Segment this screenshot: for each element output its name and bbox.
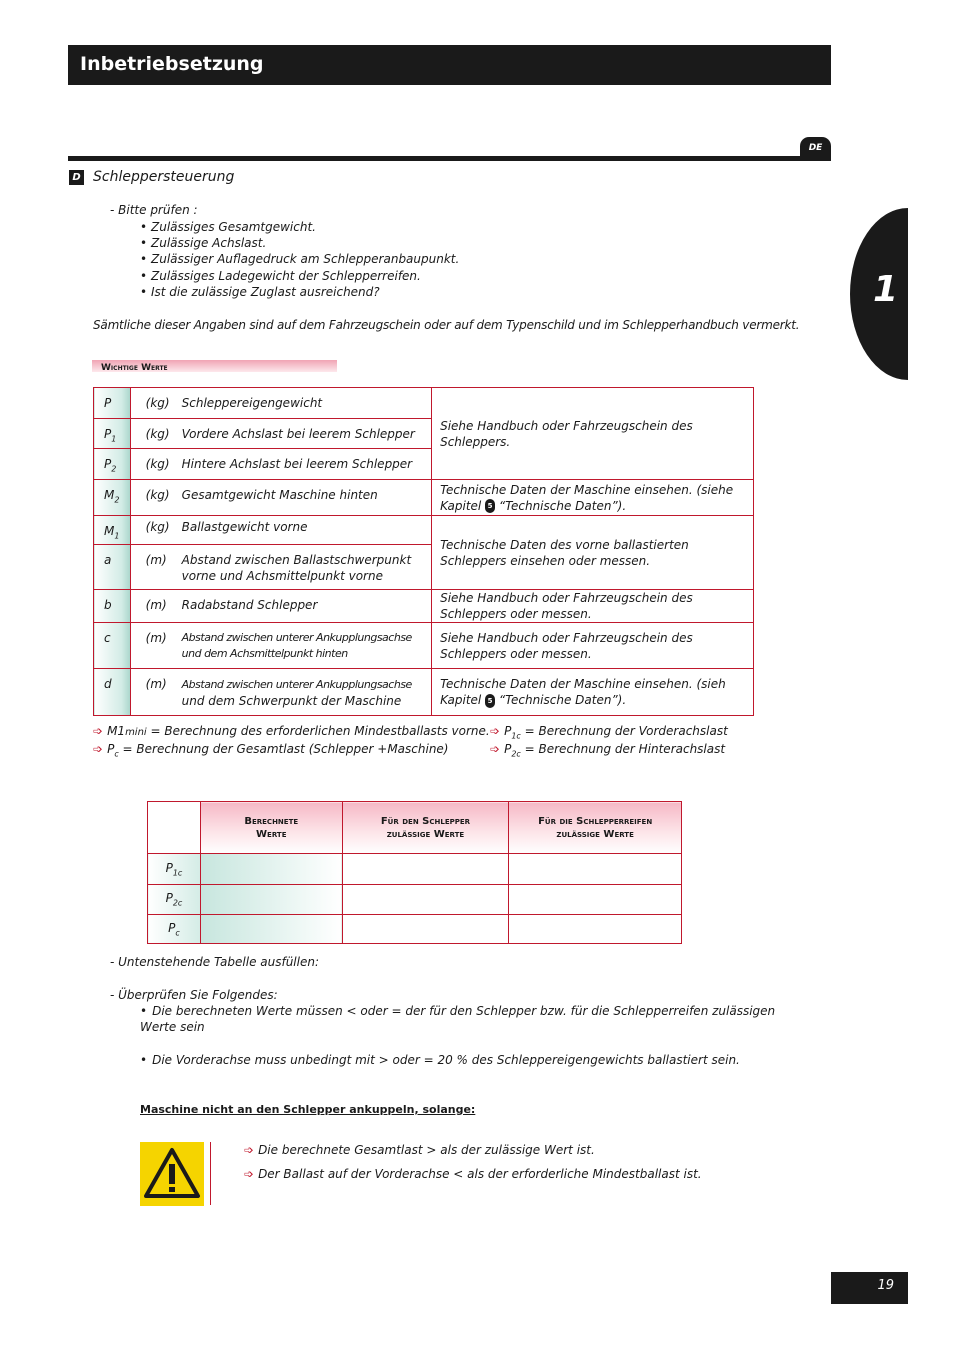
chapter-ref-chip: 5	[485, 499, 495, 513]
arrow-right-icon: ➩	[244, 1167, 255, 1181]
desc-cell: (kg) Schleppereigengewicht	[130, 388, 431, 419]
values-label: Wichtige Werte	[101, 363, 168, 373]
desc-cell: (m) Abstand zwischen Ballastschwerpunkt vorne und Achsmittelpunkt vorne	[130, 545, 431, 590]
desc-cell: (m) Radabstand Schlepper	[130, 590, 431, 623]
table-row	[94, 623, 754, 669]
desc-cell: (kg) Gesamtgewicht Maschine hinten	[130, 480, 431, 516]
calc-cell[interactable]	[200, 885, 342, 915]
ref-cell: Technische Daten des vorne ballastierten Schleppers einsehen oder messen.	[432, 516, 754, 590]
col-header-calculated: Berechnete Werte	[200, 802, 342, 854]
row-label: $P_c$	[148, 915, 201, 944]
arrow-right-icon: ➩	[93, 742, 104, 756]
legend-p2c: ➩ $P_{2c}$ = Berechnung der Hinterachslast	[490, 742, 726, 759]
symbol-cell: $P_2$	[94, 449, 131, 480]
arrow-right-icon: ➩	[490, 742, 501, 756]
ref-cell: Siehe Handbuch oder Fahrzeugschein des Schleppers oder messen.	[432, 623, 754, 669]
table-row	[94, 388, 754, 419]
warning-item: ➩ Die berechnete Gesamtlast > als der zulässige Wert ist.	[244, 1143, 595, 1157]
symbol-cell: d	[94, 669, 131, 716]
tyre-cell[interactable]	[509, 885, 682, 915]
desc-cell: (m) Abstand zwischen unterer Ankupplungsachse und dem Schwerpunkt der Maschine	[130, 669, 431, 716]
warning-item: ➩ Der Ballast auf der Vorderachse < als der erforderliche Mindestballast ist.	[244, 1167, 702, 1181]
legend-p1c: ➩ $P_{1c}$ = Berechnung der Vorderachslast	[490, 724, 728, 741]
section-title: Schleppersteuerung	[93, 169, 235, 185]
symbol-cell: a	[94, 545, 131, 590]
fill-note: - Untenstehende Tabelle ausfüllen:	[110, 955, 320, 969]
symbol-cell: $M_2$	[94, 480, 131, 516]
table-row	[148, 885, 682, 915]
row-label: $P_{1c}$	[148, 854, 201, 885]
warning-title: Maschine nicht an den Schlepper ankuppeln, solange:	[140, 1103, 476, 1116]
check-item: • Zulässiger Auflagedruck am Schlepperanbaupunkt.	[151, 251, 459, 267]
verify-item: • Die berechneten Werte müssen < oder = der für den Schlepper bzw. für die Schlepperreifen zulässigen Werte sein	[140, 1004, 776, 1034]
ref-cell: Technische Daten der Maschine einsehen. (siehe Kapitel 5 “Technische Daten”).	[432, 480, 754, 516]
check-item: • Zulässiges Gesamtgewicht.	[151, 219, 316, 235]
symbol-cell: b	[94, 590, 131, 623]
arrow-right-icon: ➩	[490, 724, 501, 738]
tractor-cell[interactable]	[342, 885, 509, 915]
values-table	[93, 387, 754, 716]
ref-cell: Technische Daten der Maschine einsehen. (sieh Kapitel 5 “Technische Daten”).	[432, 669, 754, 716]
symbol-cell: $M_1$	[94, 516, 131, 545]
verify-intro: - Überprüfen Sie Folgendes:	[110, 988, 278, 1002]
table-header-row	[148, 802, 682, 854]
table-row	[94, 590, 754, 623]
section-letter: D	[69, 170, 84, 185]
table-row	[94, 669, 754, 716]
page-number: 19	[831, 1272, 908, 1304]
calc-table	[147, 801, 682, 944]
table-row	[94, 516, 754, 545]
table-row	[148, 915, 682, 944]
arrow-right-icon: ➩	[93, 724, 104, 738]
tractor-cell[interactable]	[342, 915, 509, 944]
ref-cell: Siehe Handbuch oder Fahrzeugschein des Schleppers.	[432, 388, 754, 480]
desc-cell: (kg) Vordere Achslast bei leerem Schlepper	[130, 419, 431, 449]
table-row	[148, 854, 682, 885]
arrow-right-icon: ➩	[244, 1143, 255, 1157]
check-intro: - Bitte prüfen :	[110, 203, 198, 217]
empty-header-cell	[148, 802, 201, 854]
desc-cell: (kg) Hintere Achslast bei leerem Schlepper	[130, 449, 431, 480]
table-row	[94, 480, 754, 516]
section-rule	[68, 156, 831, 161]
check-item: • Zulässiges Ladegewicht der Schlepperreifen.	[151, 268, 421, 284]
check-item: • Zulässige Achslast.	[151, 235, 266, 251]
legend-m1: ➩ M1mini = Berechnung des erforderlichen Mindestballasts vorne.	[93, 724, 490, 738]
ref-cell: Siehe Handbuch oder Fahrzeugschein des Schleppers oder messen.	[432, 590, 754, 623]
tyre-cell[interactable]	[509, 854, 682, 885]
desc-cell: (kg) Ballastgewicht vorne	[130, 516, 431, 545]
legend-pc: ➩ $P_c$ = Berechnung der Gesamtlast (Schlepper +Maschine)	[93, 742, 449, 759]
col-header-tractor: Für den Schlepper zulässige Werte	[342, 802, 509, 854]
chapter-number: 1	[873, 269, 899, 310]
page-title: Inbetriebsetzung	[80, 53, 264, 75]
col-header-tyres: Für die Schlepperreifen zulässige Werte	[509, 802, 682, 854]
chapter-ref-chip: 5	[485, 694, 495, 708]
symbol-cell: $P_1$	[94, 419, 131, 449]
tyre-cell[interactable]	[509, 915, 682, 944]
desc-cell: (m) Abstand zwischen unterer Ankupplungsachse und dem Achsmittelpunkt hinten	[130, 623, 431, 669]
symbol-cell: P	[94, 388, 131, 419]
warning-triangle-icon	[140, 1142, 204, 1206]
info-note: Sämtliche dieser Angaben sind auf dem Fahrzeugschein oder auf dem Typenschild und im Schlepperhandbuch vermerkt.	[93, 318, 800, 332]
symbol-cell: c	[94, 623, 131, 669]
tractor-cell[interactable]	[342, 854, 509, 885]
language-tab: DE	[800, 137, 831, 161]
warning-divider	[210, 1142, 211, 1205]
calc-cell[interactable]	[200, 915, 342, 944]
verify-item: • Die Vorderachse muss unbedingt mit > oder = 20 % des Schleppereigengewichts ballastiert sein.	[140, 1053, 740, 1067]
check-item: • Ist die zulässige Zuglast ausreichend?	[151, 284, 380, 300]
row-label: $P_{2c}$	[148, 885, 201, 915]
calc-cell[interactable]	[200, 854, 342, 885]
